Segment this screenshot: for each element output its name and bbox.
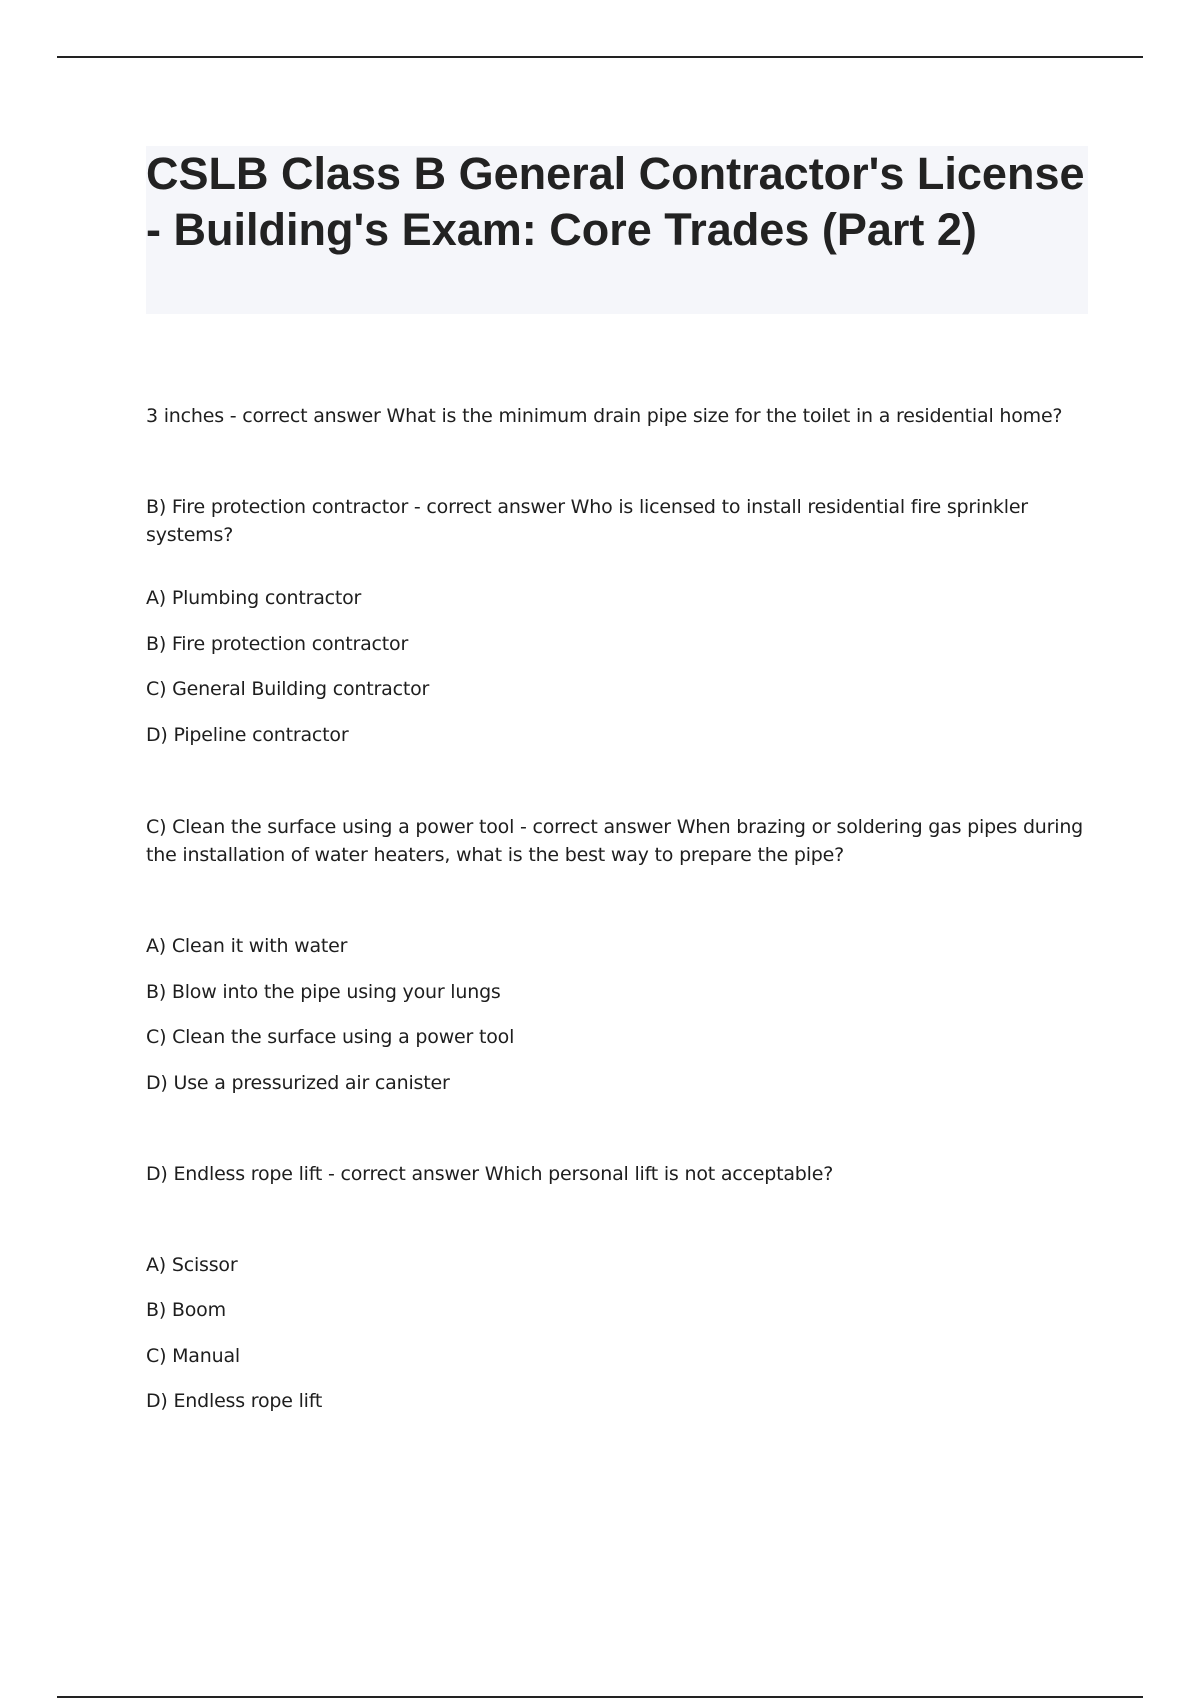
answer-option: B) Boom: [146, 1299, 226, 1321]
question-item: [146, 813, 1096, 869]
answer-option: D) Pipeline contractor: [146, 724, 349, 746]
top-divider: [57, 56, 1143, 58]
question-text: D) Endless rope lift - correct answer Which personal lift is not acceptable?: [146, 1163, 834, 1185]
answer-option: A) Clean it with water: [146, 935, 348, 957]
answer-option: A) Plumbing contractor: [146, 587, 362, 609]
page-title: CSLB Class B General Contractor's License - Building's Exam: Core Trades (Part 2): [146, 148, 1085, 255]
question-item: [146, 1160, 1096, 1188]
bottom-divider: [57, 1696, 1143, 1698]
title-box: [146, 146, 1088, 314]
answer-option: C) General Building contractor: [146, 678, 430, 700]
question-item: [146, 493, 1096, 549]
answer-option: B) Blow into the pipe using your lungs: [146, 981, 501, 1003]
question-item: [146, 402, 1096, 430]
answer-option: D) Use a pressurized air canister: [146, 1072, 450, 1094]
answer-option: C) Clean the surface using a power tool: [146, 1026, 515, 1048]
question-text: B) Fire protection contractor - correct answer Who is licensed to install residential fire sprinkler systems?: [146, 496, 1028, 546]
answer-option: D) Endless rope lift: [146, 1390, 323, 1412]
answer-option: A) Scissor: [146, 1254, 238, 1276]
question-text: 3 inches - correct answer What is the minimum drain pipe size for the toilet in a residential home?: [146, 405, 1063, 427]
answer-option: B) Fire protection contractor: [146, 633, 409, 655]
question-text: C) Clean the surface using a power tool - correct answer When brazing or soldering gas pipes during the installation of water heaters, what is the best way to prepare the pipe?: [146, 816, 1084, 866]
answer-option: C) Manual: [146, 1345, 240, 1367]
